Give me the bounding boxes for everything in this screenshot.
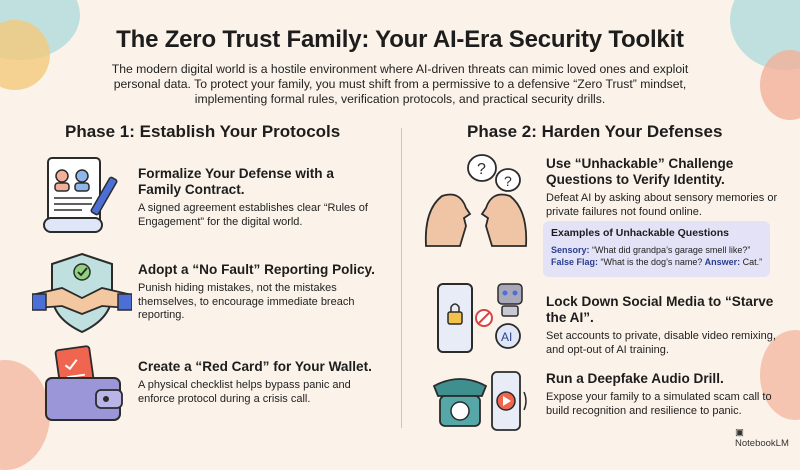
item-desc: A signed agreement establishes clear “Rules of Engagement” for the digital world. [138, 202, 368, 228]
phase2-heading: Phase 2: Harden Your Defenses [467, 122, 723, 141]
item-desc: Expose your family to a simulated scam call to build recognition and resilience to panic. [546, 391, 772, 417]
example-false-flag: False Flag: “What is the dog’s name? Answer: Cat.” [551, 257, 763, 267]
item-title: Adopt a “No Fault” Reporting Policy. [138, 262, 375, 277]
item-desc: A physical checklist helps bypass panic and enforce protocol during a crisis call. [138, 379, 351, 405]
item-title: Create a “Red Card” for Your Wallet. [138, 359, 372, 374]
wallet-icon [40, 342, 126, 428]
svg-text:?: ? [504, 173, 512, 189]
phase1-item-red-card [138, 359, 378, 406]
examples-title: Examples of Unhackable Questions [551, 227, 729, 239]
item-title: Run a Deepfake Audio Drill. [546, 371, 724, 386]
phase1-item-no-fault [138, 262, 378, 323]
notebooklm-logo: ▣ NotebookLM [735, 427, 789, 449]
page-title: The Zero Trust Family: Your AI-Era Security Toolkit [116, 26, 684, 53]
unhackable-examples-box [543, 221, 770, 277]
item-title: Formalize Your Defense with a Family Contract. [138, 166, 334, 197]
svg-text:AI: AI [501, 330, 513, 344]
phase2-item-challenge [546, 156, 781, 219]
example-sensory: Sensory: “What did grandpa’s garage smell like?” [551, 245, 751, 255]
svg-text:?: ? [477, 161, 486, 178]
intro-text: The modern digital world is a hostile environment where AI-driven threats can mimic loved ones and exploit personal data. To protect your family, you must shift from a permissive to a defensive “Zero Trust” mindset, implementing formal rules, verification protocols, and practical security drills. [111, 62, 689, 106]
item-desc: Set accounts to private, disable video remixing, and opt-out of AI training. [546, 330, 776, 356]
phase2-item-social-media [546, 294, 781, 357]
phase2-item-deepfake-drill [546, 371, 781, 418]
phase1-heading: Phase 1: Establish Your Protocols [65, 122, 341, 141]
telephone-audio-icon [430, 366, 534, 436]
handshake-shield-icon [32, 250, 132, 336]
question-heads-icon [420, 150, 532, 250]
phase1-item-contract [138, 166, 378, 229]
column-divider [401, 128, 402, 428]
contract-icon [38, 152, 124, 238]
item-title: Use “Unhackable” Challenge Questions to Verify Identity. [546, 156, 734, 187]
item-desc: Defeat AI by asking about sensory memories or private failures not found online. [546, 192, 778, 218]
item-title: Lock Down Social Media to “Starve the AI”. [546, 294, 774, 325]
item-desc: Punish hiding mistakes, not the mistakes themselves, to encourage immediate breach reporting. [138, 282, 355, 321]
phone-lock-robot-icon [432, 280, 532, 358]
